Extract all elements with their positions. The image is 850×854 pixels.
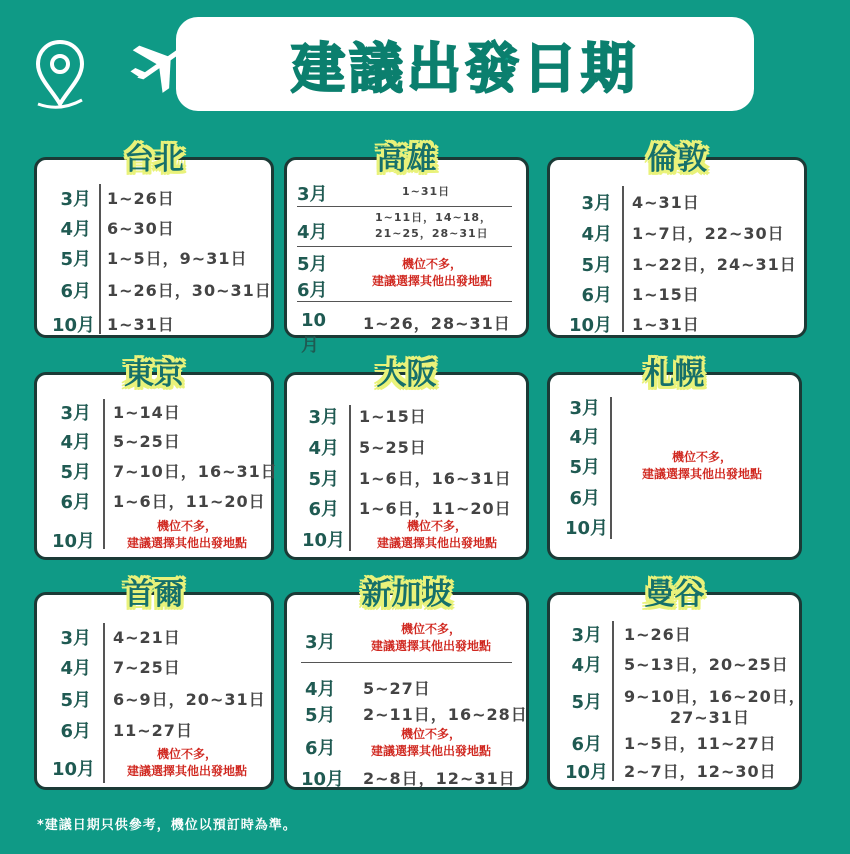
month-label: 5月 xyxy=(297,254,328,275)
month-label: 5月 xyxy=(571,692,602,713)
month-label: 10月 xyxy=(301,310,327,356)
city-title: 大阪 xyxy=(376,357,437,392)
city-title: 札幌 xyxy=(644,357,705,392)
date-range: 1~31日 xyxy=(632,315,700,334)
month-label: 3月 xyxy=(60,628,91,649)
month-label: 5月 xyxy=(60,462,91,483)
month-label: 6月 xyxy=(305,738,336,759)
month-label: 10月 xyxy=(568,315,612,336)
date-range: 1~11日，14~18， xyxy=(375,211,493,224)
date-range: 1~26日，30~31日 xyxy=(107,281,272,300)
month-label: 3月 xyxy=(571,625,602,646)
date-range: 1~6日，11~20日 xyxy=(113,492,266,511)
date-range: 2~7日，12~30日 xyxy=(624,762,777,781)
date-range: 2~11日，16~28日 xyxy=(363,705,528,724)
month-label: 6月 xyxy=(308,499,339,520)
date-range: 5~13日，20~25日 xyxy=(624,655,789,674)
date-range: 1~26日 xyxy=(107,189,175,208)
month-label: 10月 xyxy=(51,531,95,552)
month-label: 6月 xyxy=(297,280,328,301)
card-tokyo xyxy=(34,357,278,560)
month-label: 10月 xyxy=(301,530,345,551)
month-label: 5月 xyxy=(308,469,339,490)
warning-note: 機位不多， 建議選擇其他出發地點 xyxy=(126,747,247,778)
month-label: 6月 xyxy=(569,488,600,509)
date-range: 1~15日 xyxy=(632,285,700,304)
month-label: 6月 xyxy=(60,492,91,513)
date-range: 1~26日 xyxy=(624,625,692,644)
month-label: 3月 xyxy=(308,407,339,428)
card-sapporo xyxy=(547,357,802,560)
month-label: 6月 xyxy=(60,721,91,742)
card-london xyxy=(547,142,807,338)
city-title: 倫敦 xyxy=(647,142,707,177)
title-banner xyxy=(176,17,754,111)
city-title: 高雄 xyxy=(376,142,437,177)
month-label: 4月 xyxy=(60,219,91,240)
city-title: 新加坡 xyxy=(361,577,452,612)
date-range: 1~15日 xyxy=(359,407,427,426)
month-label: 4月 xyxy=(308,438,339,459)
date-range-cont: 27~31日 xyxy=(670,708,750,727)
warning-note: 機位不多， 建議選擇其他出發地點 xyxy=(371,257,492,288)
date-range: 1~14日 xyxy=(113,403,181,422)
date-range: 1~5日，9~31日 xyxy=(107,249,248,268)
month-label: 5月 xyxy=(60,690,91,711)
date-range: 7~25日 xyxy=(113,658,181,677)
date-range: 1~6日，11~20日 xyxy=(359,499,512,518)
footnote: *建議日期只供參考，機位以預訂時為準。 xyxy=(37,818,297,833)
month-label: 6月 xyxy=(581,285,612,306)
month-label: 3月 xyxy=(581,193,612,214)
month-label: 3月 xyxy=(305,632,336,653)
date-range: 1~26，28~31日 xyxy=(363,314,511,333)
city-title: 東京 xyxy=(124,357,184,392)
month-label: 10月 xyxy=(564,762,608,783)
warning-note: 機位不多， 建議選擇其他出發地點 xyxy=(376,519,497,550)
month-label: 3月 xyxy=(569,398,600,419)
month-label: 10月 xyxy=(564,518,608,539)
month-label: 10月 xyxy=(301,769,345,790)
month-label: 4月 xyxy=(569,427,600,448)
month-label: 4月 xyxy=(571,655,602,676)
month-label: 10月 xyxy=(51,315,95,336)
month-label: 4月 xyxy=(305,679,336,700)
date-range: 1~6日，16~31日 xyxy=(359,469,512,488)
date-range: 5~25日 xyxy=(113,432,181,451)
card-bangkok xyxy=(547,577,806,790)
warning-note: 機位不多， 建議選擇其他出發地點 xyxy=(370,727,491,758)
date-range: 2~8日，12~31日 xyxy=(363,769,516,788)
card-osaka xyxy=(284,357,529,560)
date-range: 6~9日，20~31日 xyxy=(113,690,266,709)
map-pin-icon xyxy=(34,38,86,110)
warning-note: 機位不多， 建議選擇其他出發地點 xyxy=(126,519,247,550)
city-title: 首爾 xyxy=(124,577,184,612)
date-range: 7~10日，16~31日 xyxy=(113,462,278,481)
date-range: 1~22日，24~31日 xyxy=(632,255,797,274)
month-label: 6月 xyxy=(571,734,602,755)
date-range: 5~27日 xyxy=(363,679,431,698)
card-kaohsiung xyxy=(284,142,529,356)
date-range: 1~7日，22~30日 xyxy=(632,224,785,243)
warning-note: 機位不多， 建議選擇其他出發地點 xyxy=(370,622,491,653)
month-label: 6月 xyxy=(60,281,91,302)
card-seoul xyxy=(34,577,274,790)
month-label: 4月 xyxy=(581,224,612,245)
month-label: 3月 xyxy=(60,403,91,424)
month-label: 5月 xyxy=(60,249,91,270)
date-range: 1~31日 xyxy=(107,315,175,334)
date-range: 4~21日 xyxy=(113,628,181,647)
date-range: 1~5日，11~27日 xyxy=(624,734,777,753)
month-label: 4月 xyxy=(60,658,91,679)
month-label: 5月 xyxy=(305,705,336,726)
date-range: 5~25日 xyxy=(359,438,427,457)
date-range: 9~10日，16~20日， xyxy=(624,687,806,706)
month-label: 5月 xyxy=(581,255,612,276)
card-singapore xyxy=(284,577,529,790)
date-range: 11~27日 xyxy=(113,721,193,740)
month-label: 5月 xyxy=(569,457,600,478)
month-label: 4月 xyxy=(60,432,91,453)
date-range: 6~30日 xyxy=(107,219,175,238)
city-title: 台北 xyxy=(124,142,184,177)
date-range-cont: 21~25，28~31日 xyxy=(375,227,489,240)
card-taipei xyxy=(34,142,274,338)
month-label: 10月 xyxy=(51,759,95,780)
date-range: 1~31日 xyxy=(402,185,451,198)
page-title: 建議出發日期 xyxy=(291,36,639,100)
city-title: 曼谷 xyxy=(644,577,705,612)
month-label: 3月 xyxy=(60,189,91,210)
month-label: 3月 xyxy=(297,184,328,205)
date-range: 4~31日 xyxy=(632,193,700,212)
warning-note: 機位不多， 建議選擇其他出發地點 xyxy=(641,450,762,481)
month-label: 4月 xyxy=(297,222,328,243)
